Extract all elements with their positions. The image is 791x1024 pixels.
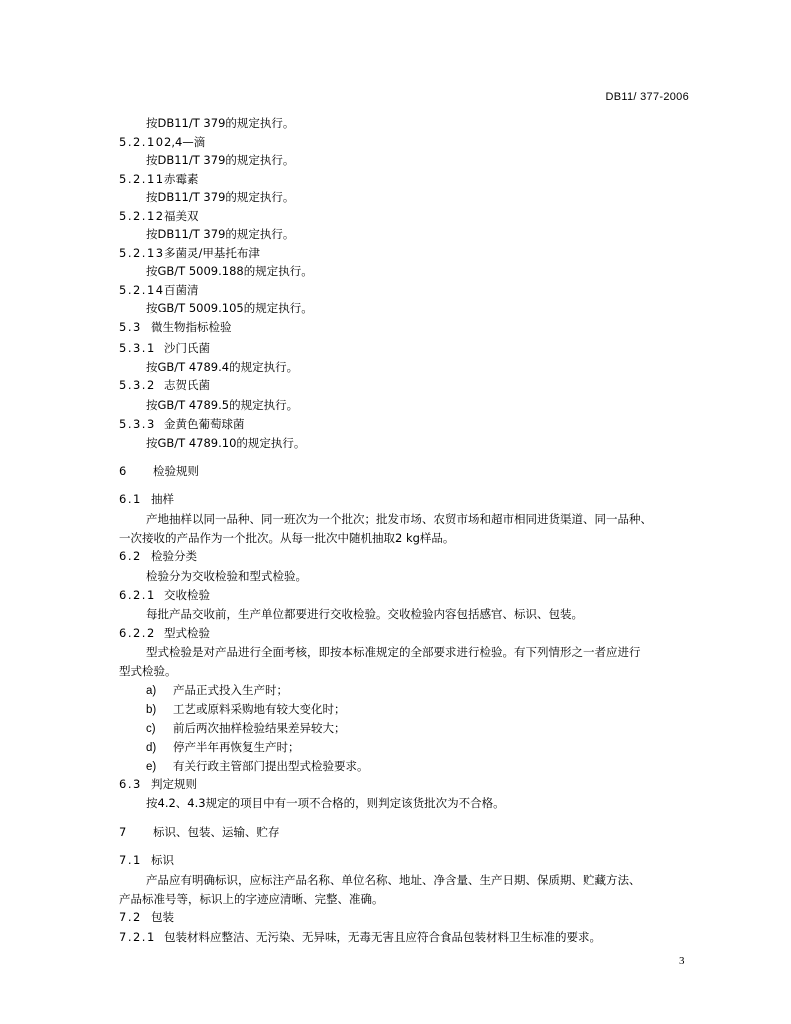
paragraph-line: 产品标准号等，标识上的字迹应清晰、完整、准确。	[119, 892, 384, 906]
body-line: 按GB/T 5009.105的规定执行。	[146, 301, 313, 315]
section-heading-5-2-11	[119, 172, 199, 186]
body-line: 按DB11/T 379的规定执行。	[146, 116, 295, 130]
list-item-text: 前后两次抽样检验结果差异较大；	[173, 721, 346, 735]
section-heading-5-2-13	[119, 246, 260, 260]
section-heading-5-3	[119, 320, 232, 334]
section-number: 5.2.11	[119, 172, 165, 186]
section-heading-6-2-1	[119, 588, 210, 602]
section-title: 包装	[151, 910, 174, 924]
section-title: 志贺氏菌	[164, 378, 210, 392]
section-title: 2,4—滴	[164, 135, 206, 149]
list-item-label: c)	[146, 723, 156, 735]
section-number: 5.3	[119, 320, 142, 334]
section-heading-5-2-12	[119, 209, 199, 223]
section-title: 抽样	[151, 492, 174, 506]
list-item	[146, 740, 300, 755]
list-item-text: 工艺或原料采购地有较大变化时；	[173, 702, 346, 716]
section-heading-5-3-2	[119, 378, 210, 392]
paragraph-line: 型式检验。	[119, 664, 177, 678]
section-heading-6-2-2	[119, 626, 210, 640]
section-heading-5-3-1	[119, 341, 210, 355]
paragraph-line: 包装材料应整洁、无污染、无异味，无毒无害且应符合食品包装材料卫生标准的要求。	[164, 930, 601, 944]
section-heading-7-1	[119, 853, 174, 867]
section-number: 5.2.10	[119, 135, 165, 149]
section-title: 判定规则	[151, 777, 197, 791]
chapter-number: 7	[119, 825, 127, 839]
list-item-text: 产品正式投入生产时；	[173, 683, 288, 697]
body-line: 按DB11/T 379的规定执行。	[146, 153, 295, 167]
section-heading-6-1	[119, 492, 174, 506]
list-item-text: 有关行政主管部门提出型式检验要求。	[173, 759, 369, 773]
section-title: 多菌灵/甲基托布津	[164, 246, 260, 260]
section-number: 5.2.12	[119, 209, 165, 223]
list-item-label: d)	[146, 742, 157, 754]
list-item	[146, 702, 346, 717]
paragraph-line: 按4.2、4.3规定的项目中有一项不合格的，则判定该货批次为不合格。	[146, 796, 505, 810]
section-heading-7-2	[119, 910, 174, 924]
section-number: 6.2.1	[119, 588, 156, 602]
chapter-number: 6	[119, 464, 127, 478]
chapter-title: 检验规则	[153, 464, 199, 478]
list-item	[146, 759, 369, 774]
section-number: 6.2.2	[119, 626, 156, 640]
body-line: 按GB/T 4789.4的规定执行。	[146, 360, 299, 374]
section-title: 检验分类	[151, 549, 197, 563]
body-line: 按DB11/T 379的规定执行。	[146, 190, 295, 204]
section-number: 5.2.14	[119, 283, 165, 297]
section-number: 6.2	[119, 549, 142, 563]
list-item-label: e)	[146, 761, 157, 773]
section-number: 5.2.13	[119, 246, 165, 260]
list-item	[146, 683, 288, 698]
section-number: 5.3.3	[119, 417, 156, 431]
section-title: 交收检验	[164, 588, 210, 602]
section-title: 微生物指标检验	[151, 320, 232, 334]
body-line: 按GB/T 4789.5的规定执行。	[146, 398, 299, 412]
paragraph-line: 型式检验是对产品进行全面考核，即按本标准规定的全部要求进行检验。有下列情形之一者应进行	[146, 645, 641, 659]
section-number: 7.2	[119, 910, 142, 924]
body-line: 按GB/T 4789.10的规定执行。	[146, 436, 306, 450]
section-number: 7.2.1	[119, 930, 156, 944]
list-item-label: a)	[146, 685, 157, 697]
paragraph-line: 检验分为交收检验和型式检验。	[146, 569, 307, 583]
section-title: 福美双	[164, 209, 199, 223]
section-title: 标识	[151, 853, 174, 867]
section-number: 6.1	[119, 492, 142, 506]
section-title: 金黄色葡萄球菌	[164, 417, 245, 431]
section-number: 7.1	[119, 853, 142, 867]
paragraph-line: 产品应有明确标识，应标注产品名称、单位名称、地址、净含量、生产日期、保质期、贮藏方法、	[146, 873, 641, 887]
paragraph-line: 产地抽样以同一品种、同一班次为一个批次；批发市场、农贸市场和超市相同进货渠道、同一品种、	[146, 512, 652, 526]
paragraph-line: 一次接收的产品作为一个批次。从每一批次中随机抽取2 kg样品。	[119, 531, 455, 545]
section-number: 5.3.1	[119, 341, 156, 355]
list-item-label: b)	[146, 704, 157, 716]
body-line: 按DB11/T 379的规定执行。	[146, 227, 295, 241]
section-number: 6.3	[119, 777, 142, 791]
page-number: 3	[679, 955, 685, 967]
section-heading-6-3	[119, 777, 197, 791]
section-heading-5-2-10	[119, 135, 205, 149]
document-code-header: DB11/ 377-2006	[605, 91, 689, 103]
section-heading-6-2	[119, 549, 197, 563]
section-title: 沙门氏菌	[164, 341, 210, 355]
section-heading-5-3-3	[119, 417, 245, 431]
section-title: 型式检验	[164, 626, 210, 640]
chapter-heading-7	[119, 825, 280, 839]
section-title: 赤霉素	[164, 172, 199, 186]
paragraph-line: 每批产品交收前，生产单位都要进行交收检验。交收检验内容包括感官、标识、包装。	[146, 607, 583, 621]
section-title: 百菌清	[164, 283, 199, 297]
section-heading-5-2-14	[119, 283, 199, 297]
chapter-title: 标识、包装、运输、贮存	[153, 825, 280, 839]
body-line: 按GB/T 5009.188的规定执行。	[146, 264, 313, 278]
chapter-heading-6	[119, 464, 199, 478]
section-number: 5.3.2	[119, 378, 156, 392]
list-item-text: 停产半年再恢复生产时；	[173, 740, 300, 754]
section-heading-7-2-1	[119, 930, 601, 944]
list-item	[146, 721, 346, 736]
